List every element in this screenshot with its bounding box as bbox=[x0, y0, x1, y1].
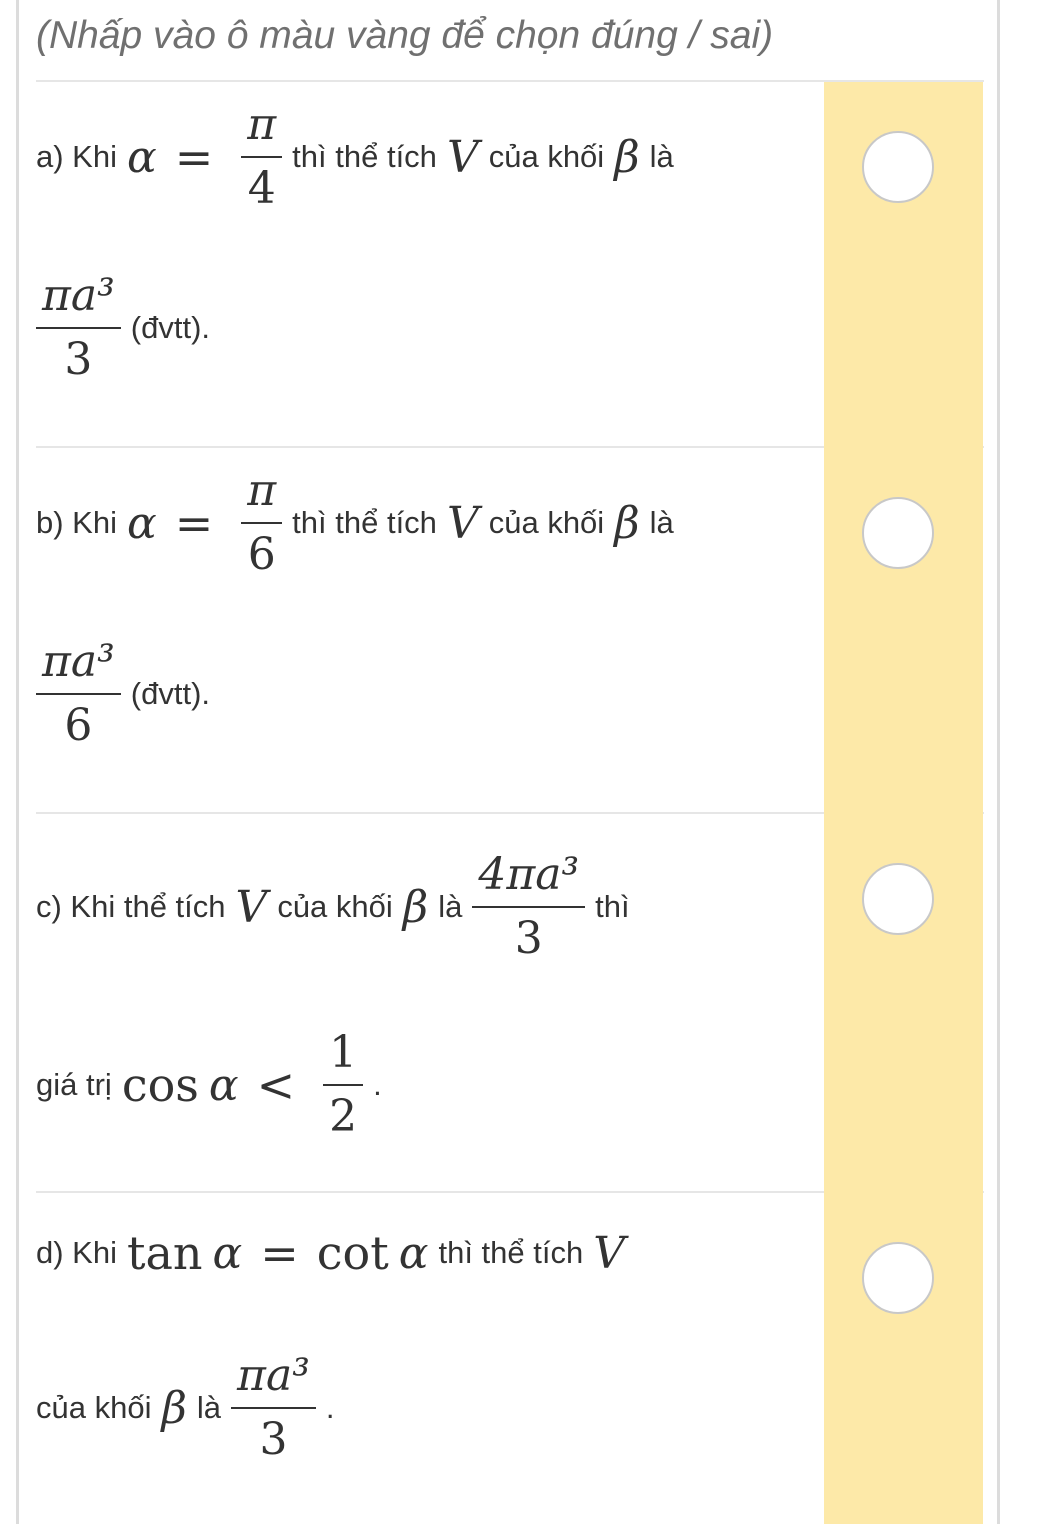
left-border bbox=[16, 0, 19, 1524]
beta-symbol: β bbox=[614, 131, 640, 183]
answer-radio-b[interactable] bbox=[862, 497, 934, 569]
bound-fraction: $\frac{1}{2}$ bbox=[323, 1028, 363, 1142]
unit-text: (đvtt). bbox=[130, 310, 211, 345]
statement-d-line-2: của khối β là $\frac{\text{πa³}}{3}$ . bbox=[36, 1350, 335, 1465]
result-fraction: $\frac{\text{πa³}}{3}$ bbox=[36, 271, 121, 385]
beta-symbol: β bbox=[614, 497, 640, 549]
statement-label: a) Khi bbox=[36, 139, 117, 174]
statement-b-line-1: b) Khi α = $\frac{\pi}{6}$ thì thể tích V của khối β là bbox=[36, 465, 674, 580]
cos-function: cos bbox=[121, 1058, 199, 1112]
result-fraction: $\frac{\text{πa³}}{6}$ bbox=[36, 637, 121, 751]
statement-c-line-1: c) Khi thể tích V của khối β là $\frac{\text{4πa³}}{3}$ thì bbox=[36, 849, 630, 964]
answer-radio-a[interactable] bbox=[862, 131, 934, 203]
alpha-symbol: α bbox=[126, 497, 157, 549]
answer-radio-d[interactable] bbox=[862, 1242, 934, 1314]
condition-fraction: $\frac{\pi}{6}$ bbox=[241, 466, 282, 580]
statement-a-line-2 bbox=[36, 248, 210, 408]
alpha-symbol: α bbox=[126, 131, 157, 183]
less-than-sign: < bbox=[256, 1058, 296, 1112]
volume-symbol: V bbox=[593, 1227, 626, 1279]
tan-function: tan bbox=[126, 1226, 203, 1280]
statement-a-line-1: a) Khi α = $\frac{\pi}{4}$ thì thể tích V của khối β là bbox=[36, 99, 674, 214]
volume-symbol: V bbox=[446, 497, 479, 549]
equals-sign: = bbox=[174, 496, 214, 550]
answer-radio-c[interactable] bbox=[862, 863, 934, 935]
instruction-text: (Nhấp vào ô màu vàng để chọn đúng / sai) bbox=[36, 14, 774, 57]
beta-symbol: β bbox=[402, 881, 429, 933]
alpha-symbol: α bbox=[398, 1227, 429, 1279]
statement-b-line-2 bbox=[36, 614, 210, 774]
statement-label: c) Khi thể tích bbox=[36, 889, 226, 924]
alpha-symbol: α bbox=[208, 1059, 239, 1111]
statement-c-line-2: giá trị cos α < $\frac{1}{2}$ . bbox=[36, 1027, 382, 1142]
statement-label: b) Khi bbox=[36, 505, 117, 540]
equals-sign: = bbox=[174, 130, 214, 184]
volume-symbol: V bbox=[235, 881, 268, 933]
cot-function: cot bbox=[316, 1226, 389, 1280]
beta-symbol: β bbox=[161, 1382, 187, 1434]
condition-fraction: $\frac{\pi}{4}$ bbox=[241, 100, 282, 214]
statement-d-line-1: d) Khi tan α = cot α thì thể tích V bbox=[36, 1226, 626, 1280]
alpha-symbol: α bbox=[212, 1227, 243, 1279]
unit-text: (đvtt). bbox=[130, 676, 211, 711]
equals-sign: = bbox=[260, 1226, 299, 1280]
result-fraction: $\frac{\text{πa³}}{3}$ bbox=[231, 1351, 316, 1465]
statement-label: d) Khi bbox=[36, 1235, 117, 1270]
volume-symbol: V bbox=[446, 131, 479, 183]
result-fraction: $\frac{\text{4πa³}}{3}$ bbox=[472, 850, 585, 964]
right-border bbox=[997, 0, 1000, 1524]
